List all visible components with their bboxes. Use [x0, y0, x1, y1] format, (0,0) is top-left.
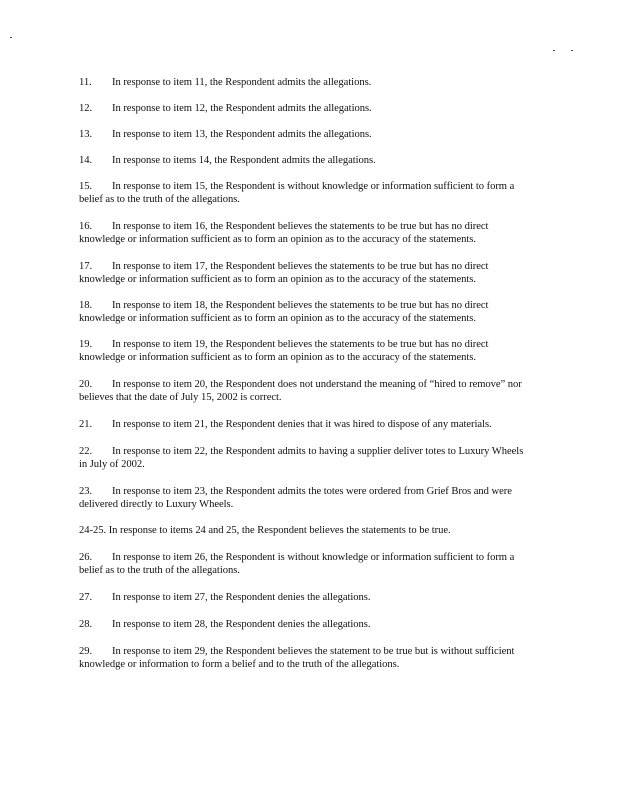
item-text: In response to item 12, the Respondent admits the allegations.	[112, 103, 372, 114]
response-item-13	[79, 128, 527, 141]
item-number: 12.	[79, 103, 93, 114]
item-number: 16.	[79, 221, 93, 232]
scan-speck	[571, 50, 573, 51]
response-item-20	[79, 378, 527, 405]
response-item-14	[79, 154, 527, 167]
item-number: 17.	[79, 261, 93, 272]
response-item-21	[79, 418, 527, 431]
item-text: In response to item 13, the Respondent admits the allegations.	[112, 129, 372, 140]
item-text: In response to item 29, the Respondent believes the statement to be true but is without sufficient knowledge or information to form a belief and to the truth of the allegations.	[79, 646, 515, 671]
response-item-24-25	[79, 524, 527, 537]
response-item-18	[79, 299, 527, 326]
response-item-16	[79, 220, 527, 247]
item-text: In response to item 22, the Respondent admits to having a supplier deliver totes to Luxury Wheels in July of 2002.	[79, 446, 524, 471]
response-item-11	[79, 76, 527, 89]
item-number: 11.	[79, 77, 92, 88]
response-item-28	[79, 618, 527, 631]
response-item-26	[79, 551, 527, 578]
item-text: In response to item 17, the Respondent believes the statements to be true but has no direct knowledge or information sufficient as to form an opinion as to the accuracy of the statements.	[79, 261, 489, 286]
item-text: In response to item 26, the Respondent is without knowledge or information sufficient to form a belief as to the truth of the allegations.	[79, 552, 515, 577]
item-text: In response to item 28, the Respondent denies the allegations.	[112, 619, 371, 630]
response-item-15	[79, 180, 527, 207]
response-item-19	[79, 338, 527, 365]
scan-speck	[10, 37, 12, 38]
item-text: In response to item 15, the Respondent is without knowledge or information sufficient to form a belief as to the truth of the allegations.	[79, 181, 515, 206]
item-number: 26.	[79, 552, 93, 563]
response-item-29	[79, 645, 527, 672]
item-number: 20.	[79, 379, 93, 390]
item-text: In response to items 14, the Respondent admits the allegations.	[112, 155, 376, 166]
item-number: 18.	[79, 300, 93, 311]
scan-speck	[553, 50, 555, 51]
item-text: In response to item 16, the Respondent believes the statements to be true but has no direct knowledge or information sufficient as to form an opinion as to the accuracy of the statements.	[79, 221, 489, 246]
item-number: 27.	[79, 592, 93, 603]
response-item-17	[79, 260, 527, 287]
response-item-12	[79, 102, 527, 115]
item-number: 15.	[79, 181, 93, 192]
item-number: 13.	[79, 129, 93, 140]
item-number: 21.	[79, 419, 93, 430]
item-number: 22.	[79, 446, 93, 457]
item-number: 23.	[79, 486, 93, 497]
item-number: 29.	[79, 646, 93, 657]
item-text: In response to item 19, the Respondent believes the statements to be true but has no direct knowledge or information sufficient as to form an opinion as to the accuracy of the statements.	[79, 339, 489, 364]
item-number: 19.	[79, 339, 93, 350]
item-text: In response to item 21, the Respondent denies that it was hired to dispose of any materials.	[112, 419, 492, 430]
response-item-23	[79, 485, 527, 512]
item-text: In response to item 11, the Respondent admits the allegations.	[112, 77, 372, 88]
item-number: 14.	[79, 155, 93, 166]
item-text: In response to item 18, the Respondent believes the statements to be true but has no direct knowledge or information sufficient as to form an opinion as to the accuracy of the statements.	[79, 300, 489, 325]
item-text: In response to items 24 and 25, the Respondent believes the statements to be true.	[108, 525, 451, 536]
response-item-27	[79, 591, 527, 604]
item-number: 28.	[79, 619, 93, 630]
item-text: In response to item 27, the Respondent denies the allegations.	[112, 592, 371, 603]
item-number: 24-25.	[79, 525, 107, 536]
response-item-22	[79, 445, 527, 472]
item-text: In response to item 23, the Respondent admits the totes were ordered from Grief Bros and were delivered directly to Luxury Wheels.	[79, 486, 512, 511]
item-text: In response to item 20, the Respondent does not understand the meaning of “hired to remove” nor believes that the date of July 15, 2002 is correct.	[79, 379, 522, 404]
